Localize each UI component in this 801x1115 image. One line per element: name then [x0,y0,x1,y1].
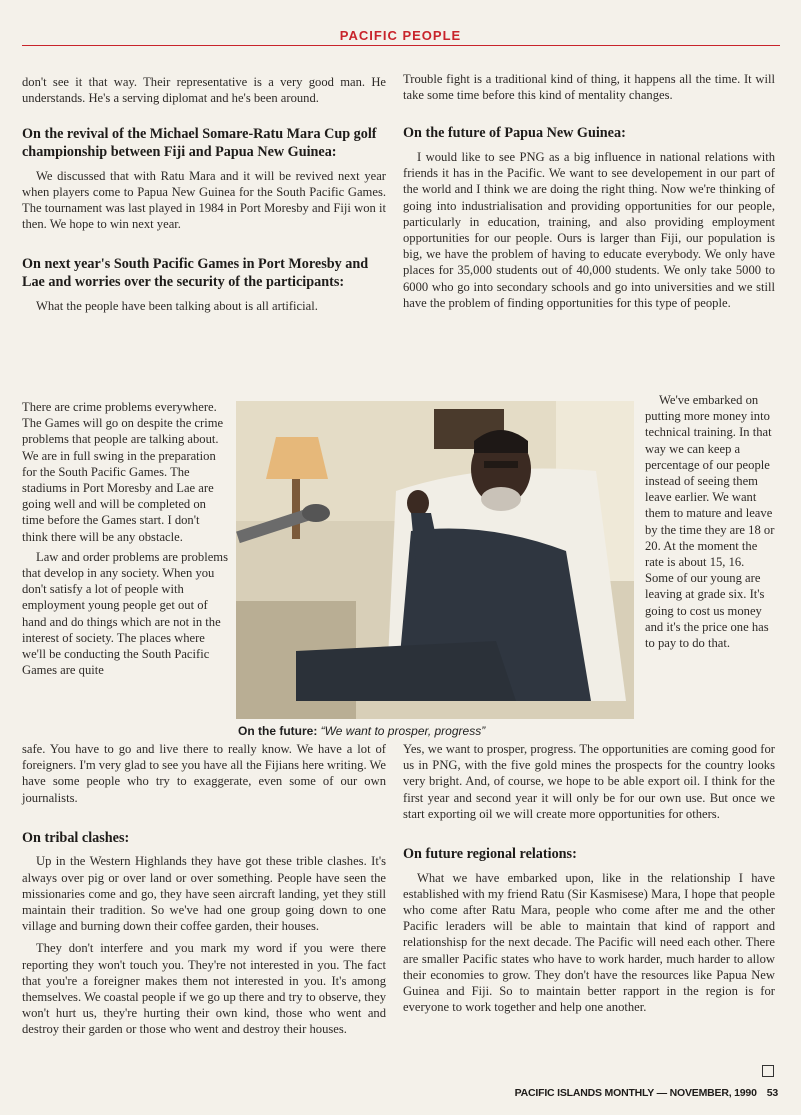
portrait-photo [236,401,634,719]
photo-caption [238,724,638,738]
paragraph: Trouble fight is a traditional kind of thing, it happens all the time. It will take some time before this kind of mentality changes. [403,72,775,103]
section-heading: On tribal clashes: [22,829,130,846]
publication-line: PACIFIC ISLANDS MONTHLY — NOVEMBER, 1990 [514,1087,757,1099]
section-heading: On the revival of the Michael Somare-Ratu Mara Cup golf championship between Fiji and Papua New Guinea: [22,126,377,160]
left-column-middle [22,399,228,678]
paragraph: safe. You have to go and live there to really know. We have a lot of foreigners. I'm very glad to see you have all the Fijians here writing. We have some people who try to exaggerate, even some of our own journalists. [22,742,386,805]
paragraph: What we have embarked upon, like in the relationship I have established with my friend Ratu (Sir Kasmisese) Mara, I hope that people who come after Ratu Mara, people who come after me and the other Pacific leraders will be able to maintain that kind of rapport and relationshisp for the next decade. The Pacific will need each other. There are smaller Pacific states who have to work harder, much harder to allow their economies to grow. They don't have the resources like Papua New Guinea and Fiji. So to maintain better rapport in the region is for everyone to work together and help one another. [403,870,775,1015]
paragraph: They don't interfere and you mark my word if you were there reporting they won't touch you. They're not interested in you. The fact that you're a foreigner makes them not interested in you. It's among themselves. We coastal people if we go up there and try to observe, they won't hurt us, they're hurting their own kind, those who went and destroy their garden or those who went and destroy their houses. [22,941,386,1037]
section-heading: On the future of Papua New Guinea: [403,125,626,142]
section-heading: On future regional relations: [403,846,577,863]
paragraph: I would like to see PNG as a big influence in national relations with friends it has in the Pacific. We want to see developement in our part of the world and I think we are doing the right thing. Now we're thinking of going into industrialisation and providing opportunities for our people, particularly in education, training, and also providing employment opportunities for our people. Ours is larger than Fiji, our population is big, we have the problem of having to educate everybody. We only have places for 35,000 students out of 40,000 students. We only take 5000 to 6000 who go into secondary schools and go into universities and we still have the problem of finding opportunities for this type of people. [403,150,775,310]
photo-illustration [236,401,634,719]
paragraph: There are crime problems everywhere. The Games will go on despite the crime problems that people are talking about. We are in full swing in the preparation for the South Pacific Games. The stadiums in Port Moresby and Lae are going well and will be completed on time before the Games start. I don't think there will be any obstacle. [22,400,224,544]
end-mark-icon [762,1065,774,1077]
paragraph: Up in the Western Highlands they have got these trible clashes. It's always over pig or over land or over something. People have seen the missionaries come and go, they have seen aircraft landing, yet they still maintain their tradition. So we've had one group going down to one village and burning down their coffee garden, their houses. [22,854,386,934]
left-column-top [22,74,386,314]
caption-quote: “We want to prosper, progress” [320,724,486,738]
right-column-middle [645,392,775,651]
section-heading: On next year's South Pacific Games in Port Moresby and Lae and worries over the security of the participants: [22,256,369,290]
paragraph: We discussed that with Ratu Mara and it will be revived next year when players come to Papua New Guinea for the South Pacific Games. The tournament was last played in 1984 in Port Moresby and Fiji won it then. We hope to win next year. [22,168,386,232]
paragraph: What the people have been talking about is all artificial. [36,298,318,313]
right-column-top [403,71,775,311]
page-number: 53 [766,1087,778,1099]
paragraph: Law and order problems are problems that develop in any society. When you don't satisfy a lot of people with employment young people get out of hand and do things which are not in the interest of society. The places where we'll be conducting the South Pacific Games are quite [22,549,228,678]
paragraph: We've embarked on putting more money into technical training. In that way we can keep a percentage of our people instead of seeing them leave earlier. We want them to mature and leave by the time they are 18 or 20. At the moment the rate is about 15, 16. Some of our young are leaving at grade six. It's going to cost us money and it's the price one has to pay to do that. [645,393,775,651]
caption-lead: On the future: [238,724,318,738]
paragraph: Yes, we want to prosper, progress. The opportunities are coming good for us in PNG, with the five gold mines the prospects for the country looks very bright. And, of course, we hope to be able export oil. I think for the first year and second year it will only be for our own use. But once we start exporting oil we will create more opportunities for others. [403,742,775,821]
page-footer [500,1087,778,1099]
header-rule [22,45,780,46]
right-column-bottom [403,741,775,1015]
section-header: PACIFIC PEOPLE [339,28,462,43]
paragraph: don't see it that way. Their representative is a very good man. He understands. He's a serving diplomat and he's been around. [22,75,386,106]
left-column-bottom [22,741,386,1038]
